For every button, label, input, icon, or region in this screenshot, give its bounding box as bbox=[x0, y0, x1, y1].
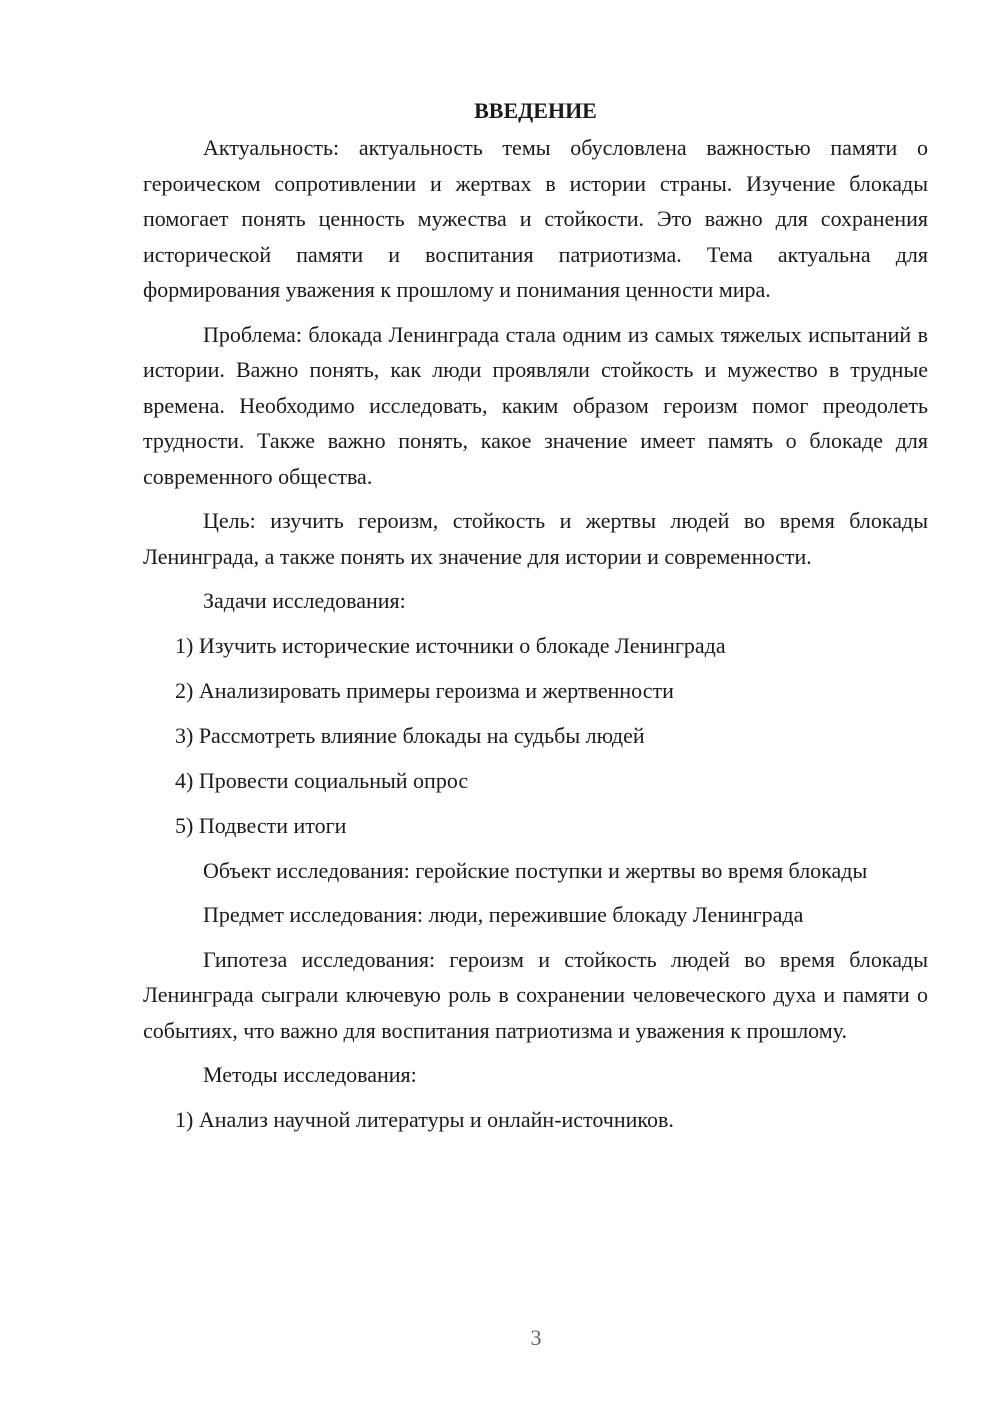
tasks-list bbox=[143, 628, 928, 844]
hypothesis-paragraph: Гипотеза исследования: героизм и стойкость людей во время блокады Ленинграда сыграли ключевую роль в сохранении человеческого духа и памяти о событиях, что важно для воспитания патриотизма и уважения к прошлому. bbox=[143, 946, 928, 1043]
methods-list bbox=[143, 1102, 928, 1138]
document-page bbox=[143, 93, 928, 1147]
relevance-paragraph: Актуальность: актуальность темы обусловлена важностью памяти о героическом сопротивлении и жертвах в истории страны. Изучение блокады помогает понять ценность мужества и стойкости. Это важно для сохранения исторической памяти и воспитания патриотизма. Тема актуальна для формирования уважения к прошлому и понимания ценности мира. bbox=[143, 135, 928, 302]
page-number: 3 bbox=[530, 1325, 542, 1350]
tasks-heading: Задачи исследования: bbox=[203, 588, 406, 613]
problem-paragraph: Проблема: блокада Ленинграда стала одним из самых тяжелых испытаний в истории. Важно понять, как люди проявляли стойкость и мужество в трудные времена. Необходимо исследовать, каким образом героизм помог преодолеть трудности. Также важно понять, какое значение имеет память о блокаде для современного общества. bbox=[143, 321, 928, 489]
list-item: 4) Провести социальный опрос bbox=[175, 767, 469, 793]
list-item: 1) Анализ научной литературы и онлайн-источников. bbox=[175, 1106, 674, 1132]
list-item: 2) Анализировать примеры героизма и жертвенности bbox=[175, 677, 674, 703]
list-item: 1) Изучить исторические источники о блокаде Ленинграда bbox=[175, 632, 726, 658]
object-paragraph: Объект исследования: геройские поступки и жертвы во время блокады bbox=[203, 857, 868, 883]
section-title: ВВЕДЕНИЕ bbox=[474, 98, 597, 123]
subject-paragraph: Предмет исследования: люди, пережившие блокаду Ленинграда bbox=[203, 902, 804, 927]
methods-heading: Методы исследования: bbox=[203, 1062, 417, 1087]
list-item: 3) Рассмотреть влияние блокады на судьбы людей bbox=[175, 722, 645, 748]
list-item: 5) Подвести итоги bbox=[175, 812, 347, 838]
goal-paragraph: Цель: изучить героизм, стойкость и жертвы людей во время блокады Ленинграда, а также понять их значение для истории и современности. bbox=[143, 508, 928, 569]
